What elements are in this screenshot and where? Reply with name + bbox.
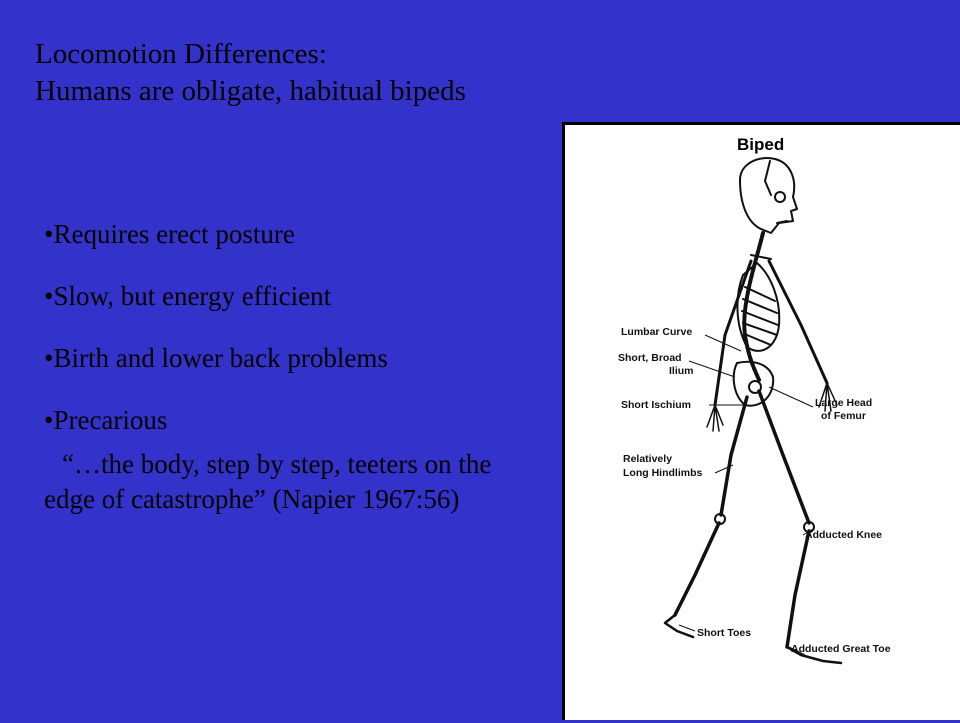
- title-line-1: Locomotion Differences:: [35, 38, 327, 70]
- label-large-head-femur-1: Large Head: [815, 397, 873, 409]
- label-long-hindlimbs-2: Long Hindlimbs: [623, 467, 703, 479]
- label-short-toes: Short Toes: [697, 627, 752, 639]
- label-short-broad-ilium-2: Ilium: [669, 365, 694, 377]
- label-adducted-great-toe: Adducted Great Toe: [791, 643, 891, 655]
- bullet-energy-efficient: •Slow, but energy efficient: [44, 281, 332, 311]
- label-lumbar-curve: Lumbar Curve: [621, 326, 693, 338]
- bullet-list: [44, 218, 544, 517]
- bullet-precarious: •Precarious: [44, 405, 168, 435]
- title-line-2: Humans are obligate, habitual bipeds: [35, 75, 466, 107]
- figure-title: Biped: [737, 135, 785, 154]
- bullet-erect-posture: •Requires erect posture: [44, 219, 295, 249]
- label-short-ischium: Short Ischium: [621, 399, 692, 411]
- napier-quote: “…the body, step by step, teeters on the edge of catastrophe” (Napier 1967:56): [44, 449, 492, 514]
- label-adducted-knee: Adducted Knee: [805, 529, 883, 541]
- slide-title: [35, 36, 466, 110]
- bullet-back-problems: •Birth and lower back problems: [44, 343, 388, 373]
- skeleton-drawing: [565, 125, 960, 723]
- label-long-hindlimbs-1: Relatively: [623, 453, 673, 465]
- biped-skeleton-figure: [562, 122, 960, 720]
- label-large-head-femur-2: of Femur: [821, 410, 866, 422]
- label-short-broad-ilium-1: Short, Broad: [618, 352, 682, 364]
